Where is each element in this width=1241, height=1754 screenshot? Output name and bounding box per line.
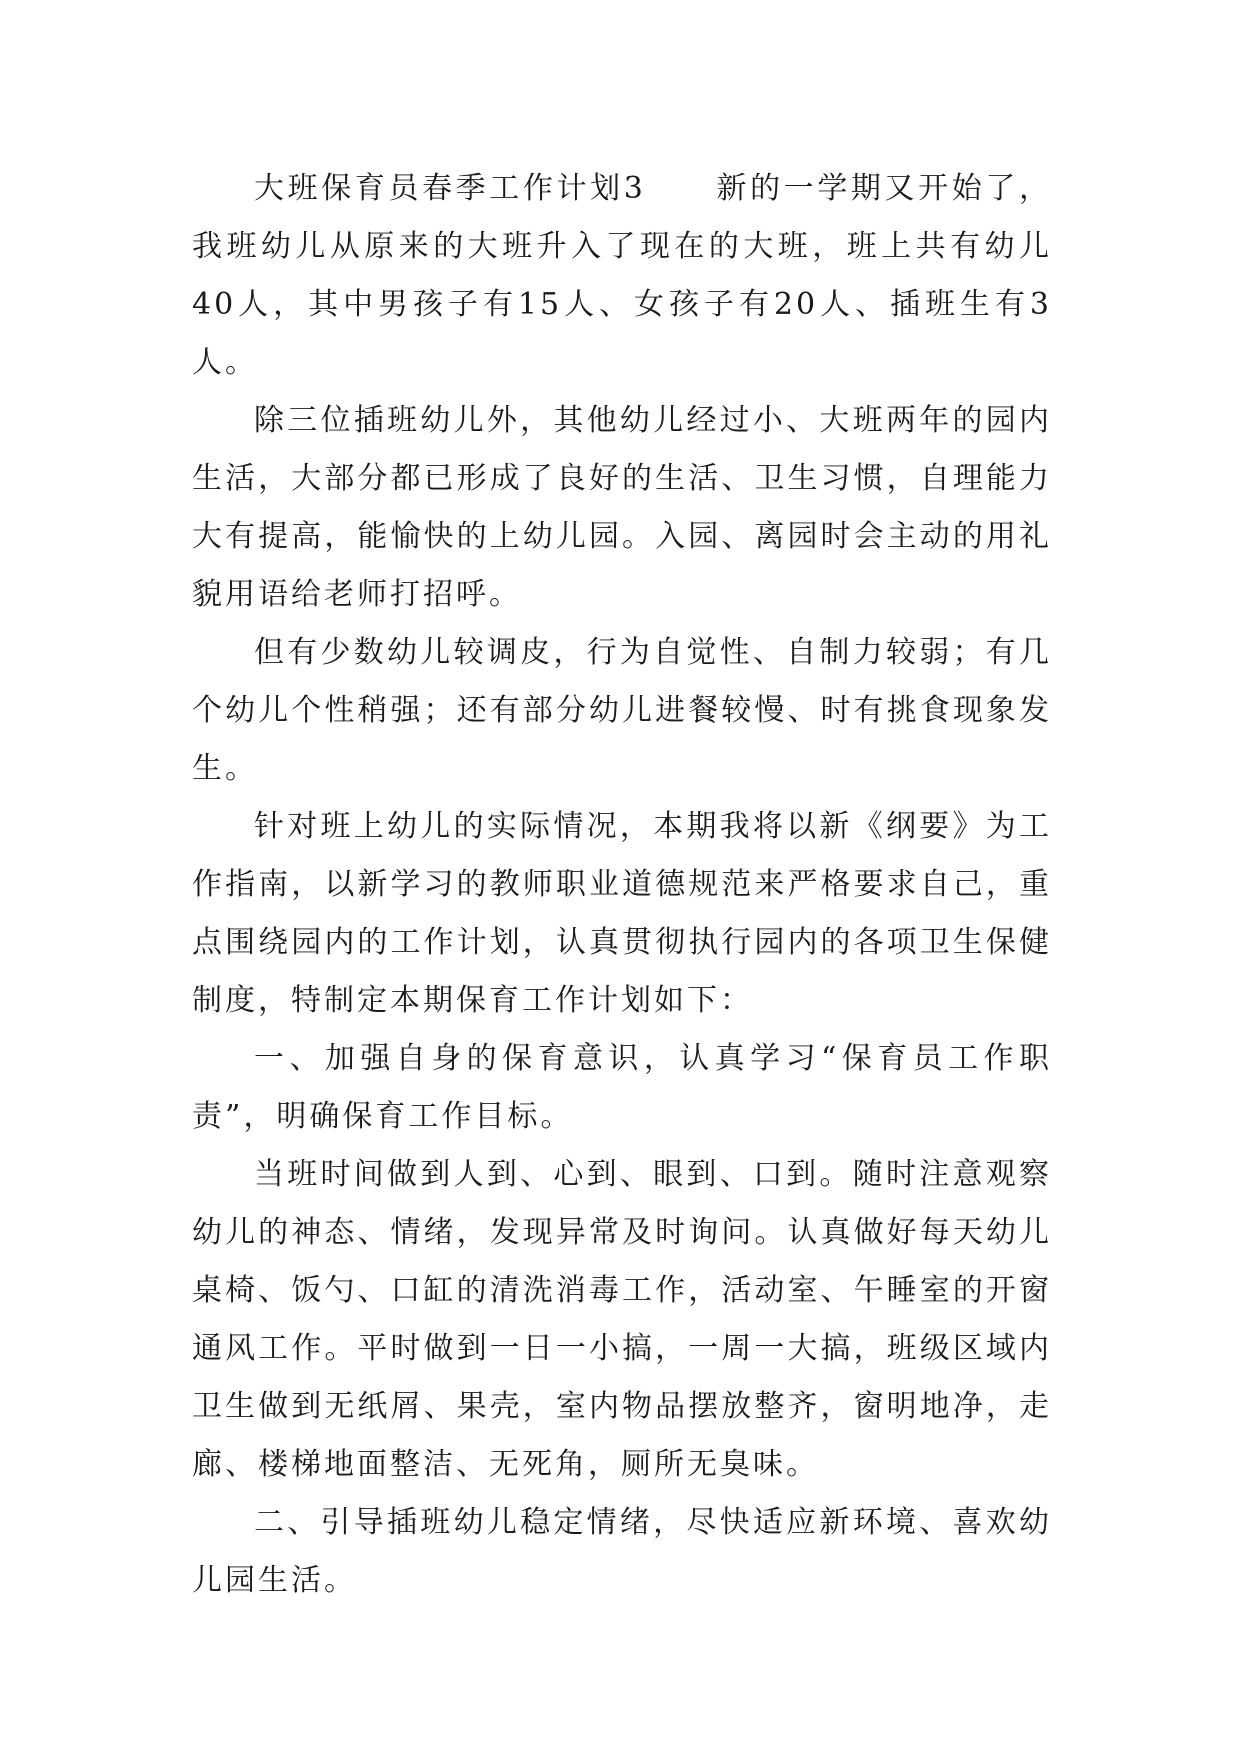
- paragraph: 针对班上幼儿的实际情况，本期我将以新《纲要》为工作指南，以新学习的教师职业道德规范来严格要求自己，重点围绕园内的工作计划，认真贯彻执行园内的各项卫生保健制度，特制定本期保育工作计划如下：: [192, 809, 1052, 1018]
- document-body: [192, 160, 1052, 1610]
- paragraph: 但有少数幼儿较调皮，行为自觉性、自制力较弱；有几个幼儿个性稍强；还有部分幼儿进餐较慢、时有挑食现象发生。: [192, 635, 1052, 786]
- paragraph-intro: [192, 160, 1052, 392]
- section-heading-1: 一、加强自身的保育意识，认真学习“保育员工作职责”，明确保育工作目标。: [192, 1041, 1052, 1134]
- section-heading-2: 二、引导插班幼儿稳定情绪，尽快适应新环境、喜欢幼儿园生活。: [192, 1505, 1052, 1598]
- paragraph: 当班时间做到人到、心到、眼到、口到。随时注意观察幼儿的神态、情绪，发现异常及时询问。认真做好每天幼儿桌椅、饭勺、口缸的清洗消毒工作，活动室、午睡室的开窗通风工作。平时做到一日一小搞，一周一大搞，班级区域内卫生做到无纸屑、果壳，室内物品摆放整齐，窗明地净，走廊、楼梯地面整洁、无死角，厕所无臭味。: [192, 1157, 1052, 1482]
- paragraph: 除三位插班幼儿外，其他幼儿经过小、大班两年的园内生活，大部分都已形成了良好的生活、卫生习惯，自理能力大有提高，能愉快的上幼儿园。入园、离园时会主动的用礼貌用语给老师打招呼。: [192, 403, 1052, 612]
- paragraph-text: 新的一学期又开始了，我班幼儿从原来的大班升入了现在的大班，班上共有幼儿40人，其中男孩子有15人、女孩子有20人、插班生有3人。: [192, 171, 1053, 380]
- document-title: 大班保育员春季工作计划3: [254, 171, 646, 206]
